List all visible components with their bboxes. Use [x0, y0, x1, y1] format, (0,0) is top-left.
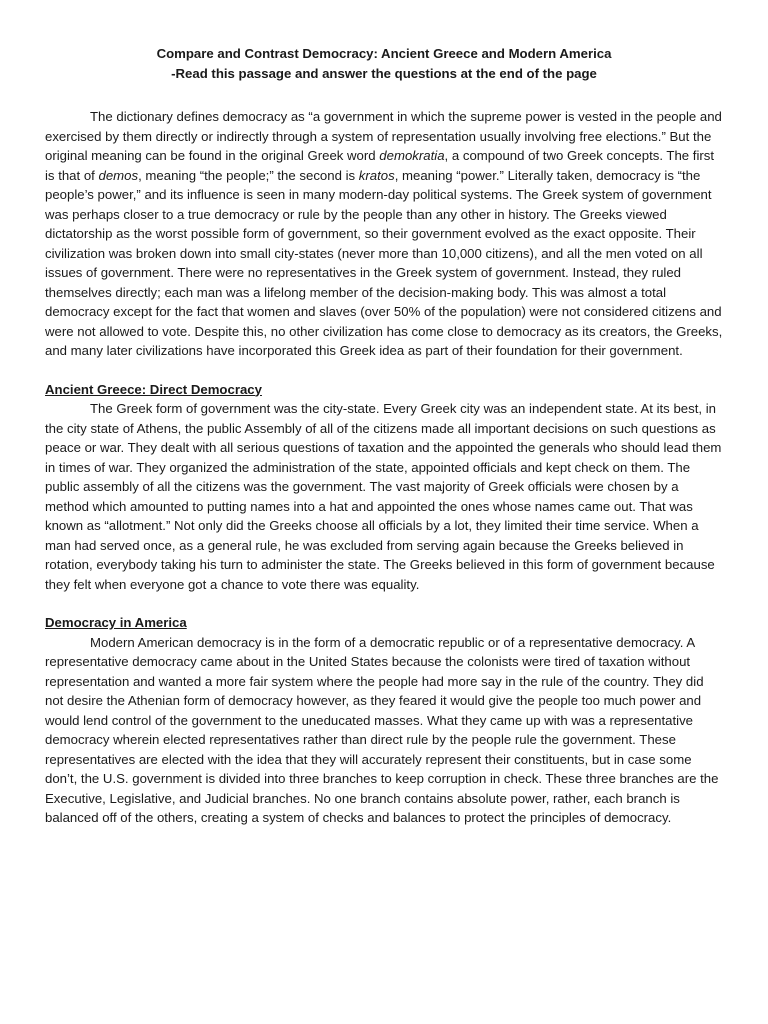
document-instructions: -Read this passage and answer the questions at the end of the page — [171, 65, 597, 81]
intro-text-part2: , a compound of two Greek concepts. The first is that of — [45, 148, 715, 183]
term-kratos: kratos — [358, 167, 395, 183]
intro-paragraph — [45, 107, 723, 361]
spacer — [45, 83, 723, 107]
spacer — [45, 594, 723, 613]
section-body-america: Modern American democracy is in the form of a democratic republic or of a representative democracy. A representative democracy came about in the United States because the colonists were tired of taxation without representation and wanted a more fair system where the people had more say in the rule of the country. They did not desire the Athenian form of democracy however, as they feared it would give the people too much power and would lend control of the government to the uneducated masses. What they came up with was a representative democracy wherein elected representatives rather than direct rule by the people rule the government. These representatives are elected with the idea that they will accurately represent their constituents, but in case some don’t, the U.S. government is divided into three branches to keep corruption in check. These three branches are the Executive, Legislative, and Judicial branches. No one branch contains absolute power, rather, each branch is balanced off of the others, creating a system of checks and balances to protect the principles of democracy. — [45, 634, 719, 825]
intro-text-part4: , meaning “power.” Literally taken, democracy is “the people’s power,” and its influence is seen in many modern-day political systems. The Greek system of government was perhaps closer to a true democracy or rule by the people than any other in history. The Greeks viewed dictatorship as the worst possible form of government, so their government evolved as the exact opposite. Their civilization was broken down into small city-states (never more than 10,000 citizens), and all the men voted on all issues of government. There were no representatives in the Greek system of government. Instead, they ruled themselves directly; each man was a lifelong member of the decision-making body. This was almost a total democracy except for the fact that women and slaves (over 50% of the population) were not considered citizens and were not allowed to vote. Despite this, no other civilization has come close to democracy as its creators, the Greeks, and many later civilizations have incorporated this Greek idea as part of their foundation for their government. — [45, 167, 723, 358]
section-body-greece: The Greek form of government was the city-state. Every Greek city was an independent state. At its best, in the city state of Athens, the public Assembly of all of the citizens made all important decisions on such questions as peace or war. They dealt with all serious questions of taxation and the appointed the generals who should lead them in times of war. They organized the administration of the state, appointed officials and kept check on them. The public assembly of all the citizens was the government. The vast majority of Greek officials were chosen by a method which amounted to putting names into a hat and appointed the ones whose names came out. That was known as “allotment.” Not only did the Greeks choose all officials by a lot, they limited their time service. When a man had served once, as a general rule, he was excluded from serving again because the Greeks believed in rotation, everybody taking his turn to administer the state. The Greeks believed in this form of government because they felt when everyone got a chance to vote there was equality. — [45, 401, 722, 592]
term-demos: demos — [98, 167, 139, 183]
section-heading-america: Democracy in America — [45, 615, 187, 630]
term-demokratia: demokratia — [379, 148, 445, 163]
document-page — [45, 44, 723, 828]
spacer — [45, 361, 723, 380]
intro-text-part3: , meaning “the people;” the second is — [138, 167, 359, 183]
section-heading-greece: Ancient Greece: Direct Democracy — [45, 381, 262, 397]
document-title: Compare and Contrast Democracy: Ancient Greece and Modern America — [156, 46, 612, 61]
intro-text-part1: The dictionary defines democracy as “a government in which the supreme power is vested in the people and exercised by them directly or indirectly through a system of representation usually involving free elections.” But the original meaning can be found in the original Greek word — [45, 109, 722, 163]
